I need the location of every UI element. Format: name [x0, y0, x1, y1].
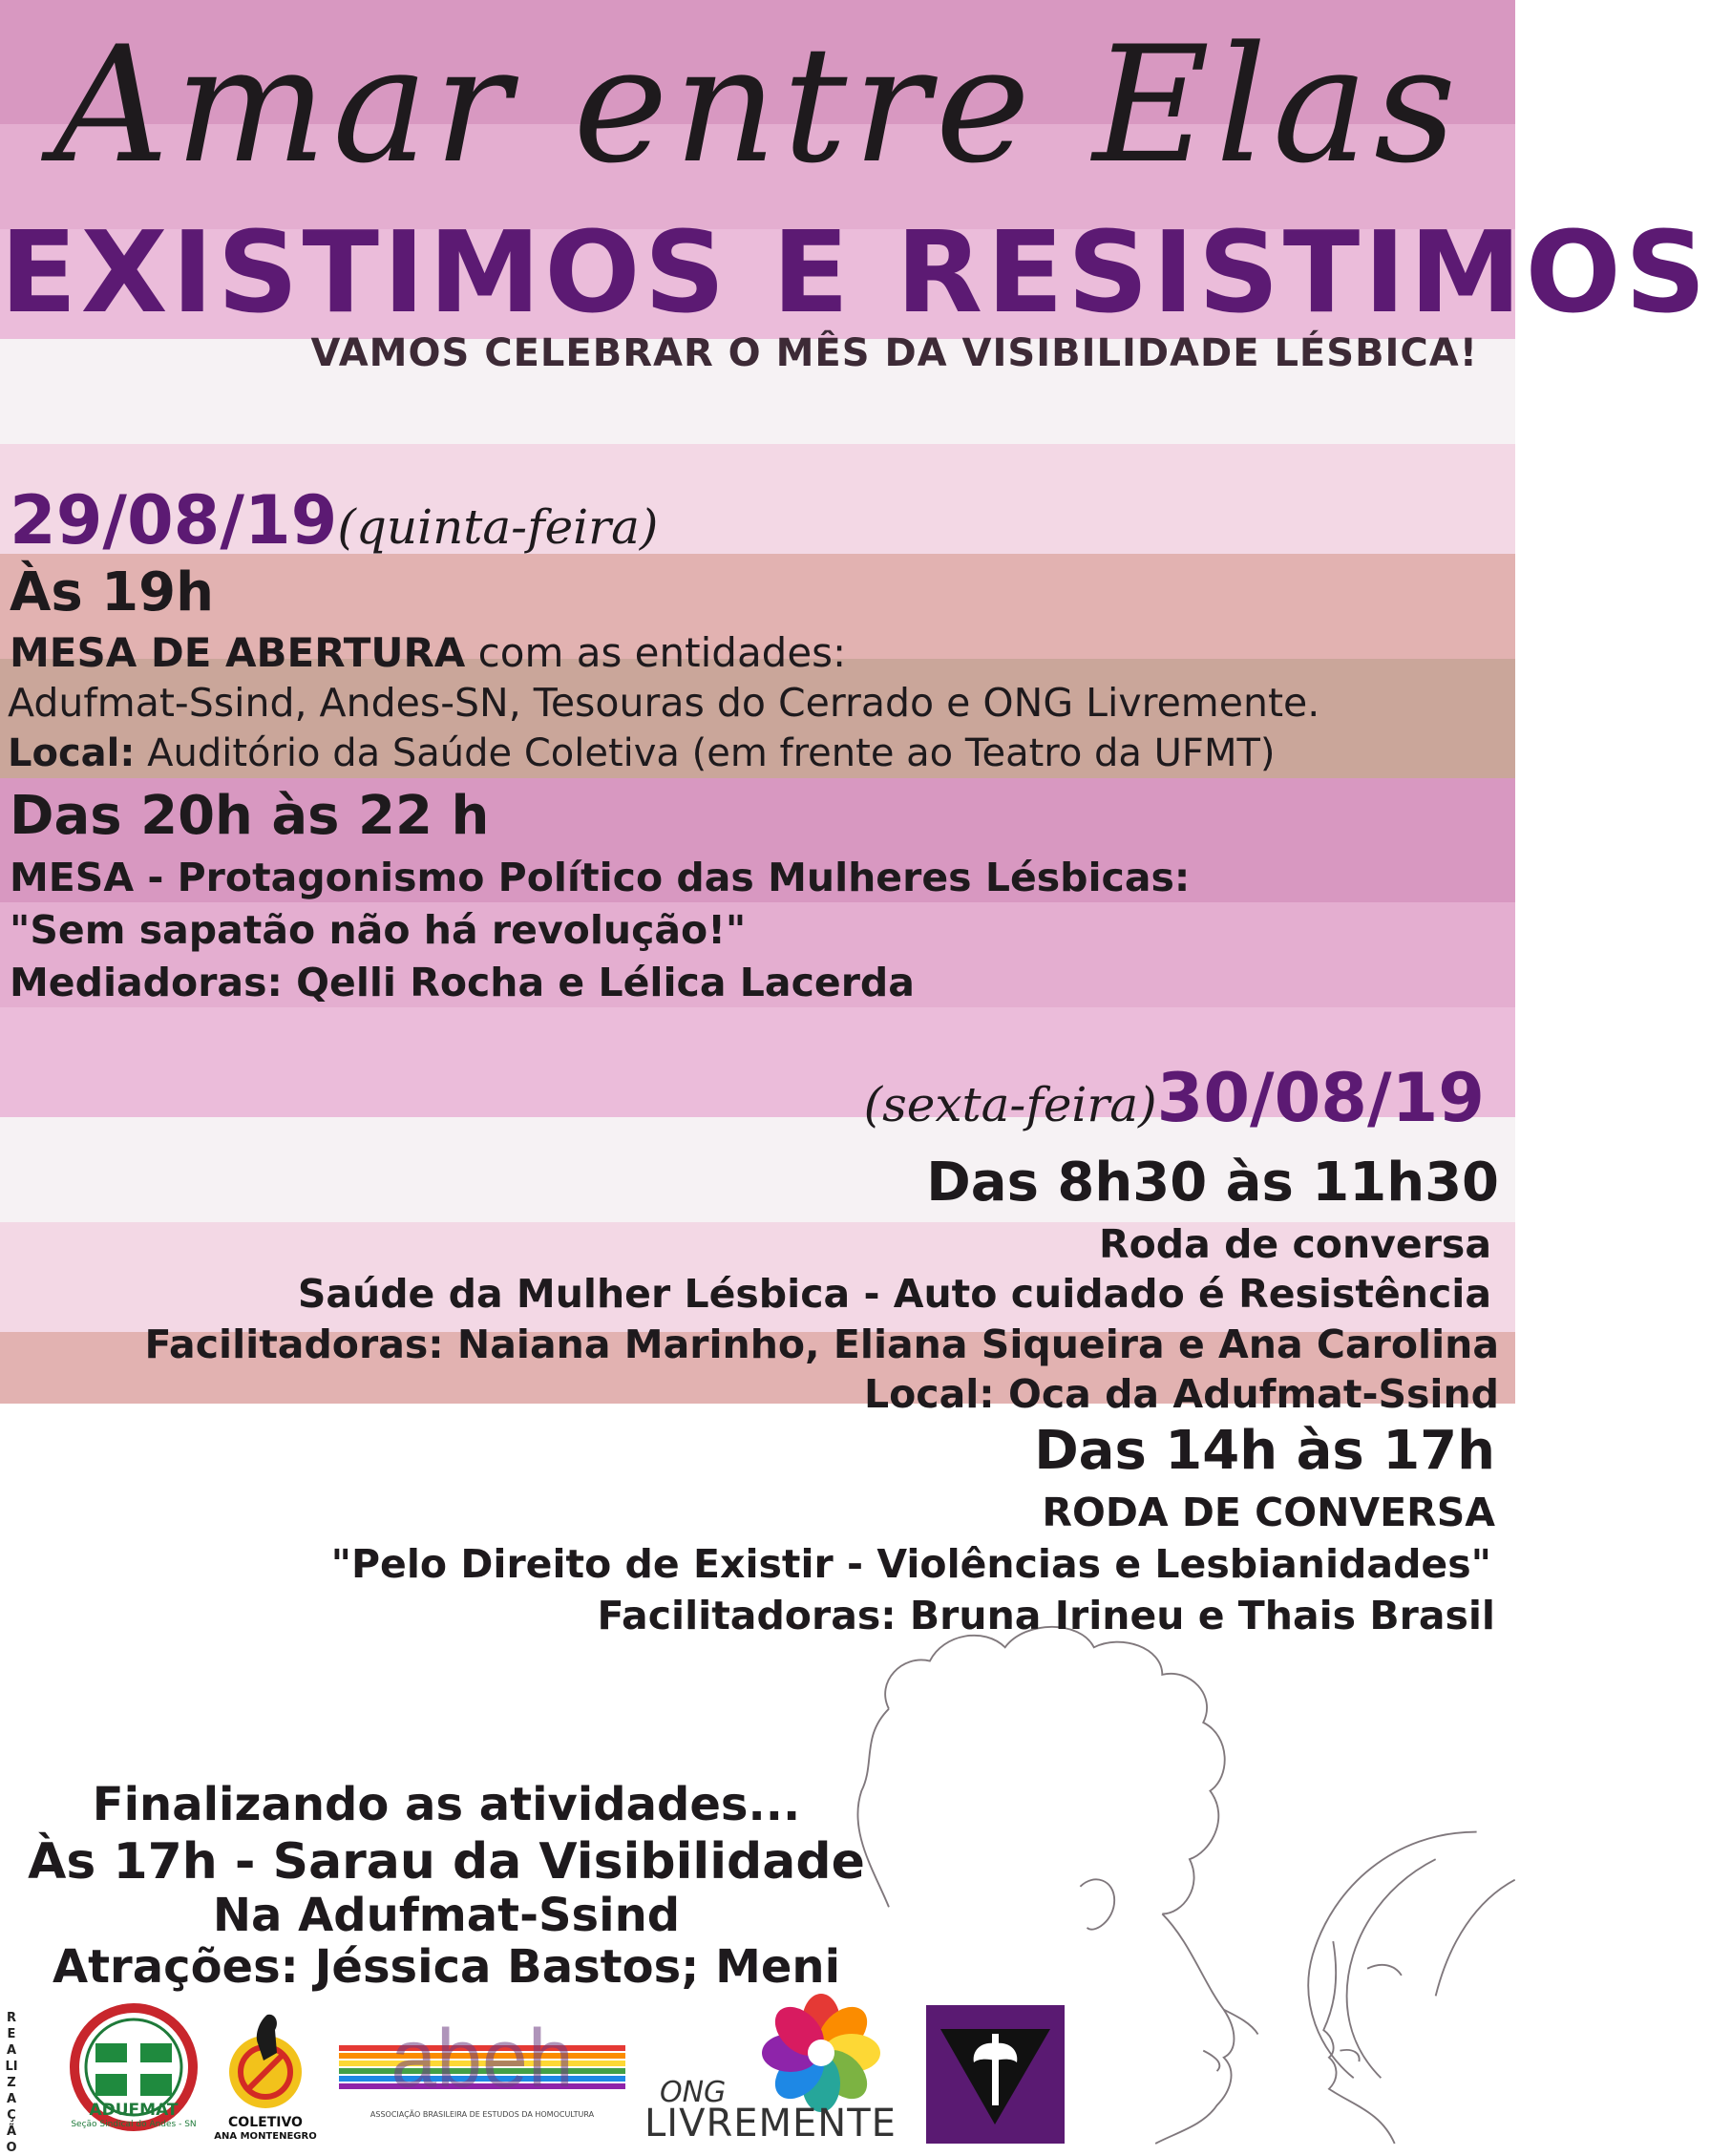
day2-weekday: (sexta-feira)	[863, 1077, 1157, 1132]
day2-facilitators1: Facilitadoras: Naiana Marinho, Eliana Siqueira e Ana Carolina	[144, 1321, 1499, 1367]
day2-time1: Das 8h30 às 11h30	[926, 1152, 1499, 1214]
coletivo-logo	[208, 2005, 323, 2144]
day1-entities: Adufmat-Ssind, Andes-SN, Tesouras do Cerrado e ONG Livremente.	[8, 680, 1320, 726]
adufmat-sub: Seção Sindical do Andes - SN	[71, 2120, 197, 2129]
day2-activity2: RODA DE CONVERSA	[1042, 1490, 1495, 1535]
day2-time2: Das 14h às 17h	[1034, 1420, 1495, 1482]
labrys-emblem	[926, 2005, 1065, 2144]
coletivo-text: COLETIVO	[228, 2115, 303, 2130]
livremente-name: LIVREMENTE	[644, 2102, 897, 2145]
script-title: Amar entre Elas	[53, 11, 1463, 199]
day2-topic1: Saúde da Mulher Lésbica - Auto cuidado é Resistência	[297, 1271, 1491, 1317]
closing-line4: Atrações: Jéssica Bastos; Meni	[52, 1940, 841, 1994]
labrys-icon	[926, 2005, 1065, 2144]
day2-facilitators2: Facilitadoras: Bruna Irineu e Thais Brasil	[597, 1593, 1495, 1638]
tagline: VAMOS CELEBRAR O MÊS DA VISIBILIDADE LÉSBICA!	[310, 331, 1478, 375]
headline: EXISTIMOS E RESISTIMOS	[0, 206, 1710, 338]
day1-opening	[10, 628, 846, 678]
closing-line2: Às 17h - Sarau da Visibilidade	[28, 1833, 865, 1891]
day2-date: 30/08/19	[1156, 1059, 1485, 1137]
abeh-sub: ASSOCIAÇÃO BRASILEIRA DE ESTUDOS DA HOMOCULTURA	[369, 2110, 595, 2119]
livremente-logo	[644, 2000, 921, 2144]
closing-line1: Finalizando as atividades...	[92, 1778, 801, 1831]
day1-time2: Das 20h às 22 h	[10, 785, 490, 847]
day1-weekday: (quinta-feira)	[337, 499, 659, 555]
livremente-ong: ONG	[660, 2076, 727, 2109]
day2-location1: Local: Oca da Adufmat-Ssind	[863, 1371, 1499, 1417]
opening-rest: com as entidades:	[465, 629, 847, 676]
location-label: Local:	[8, 731, 136, 775]
realizacao-label: REALIZAÇÃO	[5, 2011, 18, 2155]
closing-line3: Na Adufmat-Ssind	[212, 1889, 681, 1942]
abeh-text: abeh	[391, 2013, 574, 2104]
coletivo-sub: ANA MONTENEGRO	[214, 2131, 317, 2142]
day1-time1: Às 19h	[10, 561, 214, 624]
day2-topic2: "Pelo Direito de Existir - Violências e Lesbianidades"	[330, 1541, 1491, 1587]
day1-date-line	[10, 477, 658, 563]
adufmat-logo	[53, 2005, 215, 2139]
coletivo-emblem	[208, 2005, 323, 2115]
day1-location	[8, 729, 1276, 778]
day1-date: 29/08/19	[10, 481, 338, 560]
day2-activity1: Roda de conversa	[1099, 1221, 1491, 1267]
day1-quote: "Sem sapatão não há revolução!"	[10, 907, 747, 953]
adufmat-text: ADUFMAT	[89, 2101, 179, 2120]
day1-mediators: Mediadoras: Qelli Rocha e Lélica Lacerda	[10, 960, 915, 1005]
day1-panel: MESA - Protagonismo Político das Mulheres Lésbicas:	[10, 855, 1191, 900]
opening-label: MESA DE ABERTURA	[10, 629, 466, 676]
abeh-logo	[339, 2013, 625, 2124]
location-text: Auditório da Saúde Coletiva (em frente ao Teatro da UFMT)	[135, 731, 1276, 775]
day2-date-line	[0, 1055, 1485, 1141]
